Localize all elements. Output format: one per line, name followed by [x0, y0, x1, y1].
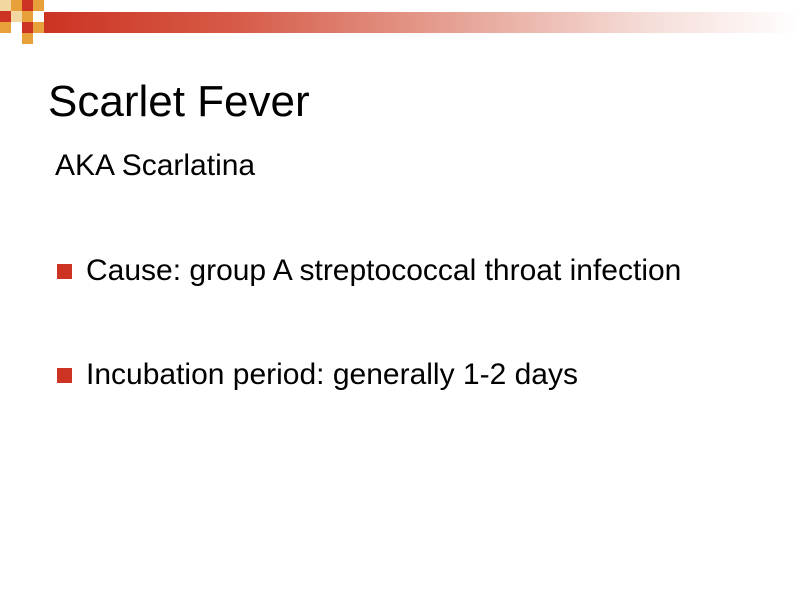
header-square [33, 0, 44, 11]
bullet-item [57, 250, 757, 292]
square-bullet-icon [57, 368, 72, 383]
header-square [22, 22, 33, 33]
slide-subtitle: AKA Scarlatina [55, 149, 256, 182]
bullet-item [57, 354, 757, 396]
header-square [11, 11, 22, 22]
header-square [33, 22, 44, 33]
bullet-list [57, 250, 757, 458]
header-square [22, 11, 33, 22]
slide-title: Scarlet Fever [48, 77, 310, 126]
header-gradient-bar [44, 12, 800, 33]
square-bullet-icon [57, 264, 72, 279]
header-square [0, 22, 11, 33]
header-square [11, 0, 22, 11]
header-square [22, 0, 33, 11]
header-square [22, 33, 33, 44]
header-square [0, 11, 11, 22]
header-square [0, 0, 11, 11]
bullet-text: Cause: group A streptococcal throat infection [86, 254, 682, 287]
bullet-text: Incubation period: generally 1-2 days [86, 358, 578, 391]
